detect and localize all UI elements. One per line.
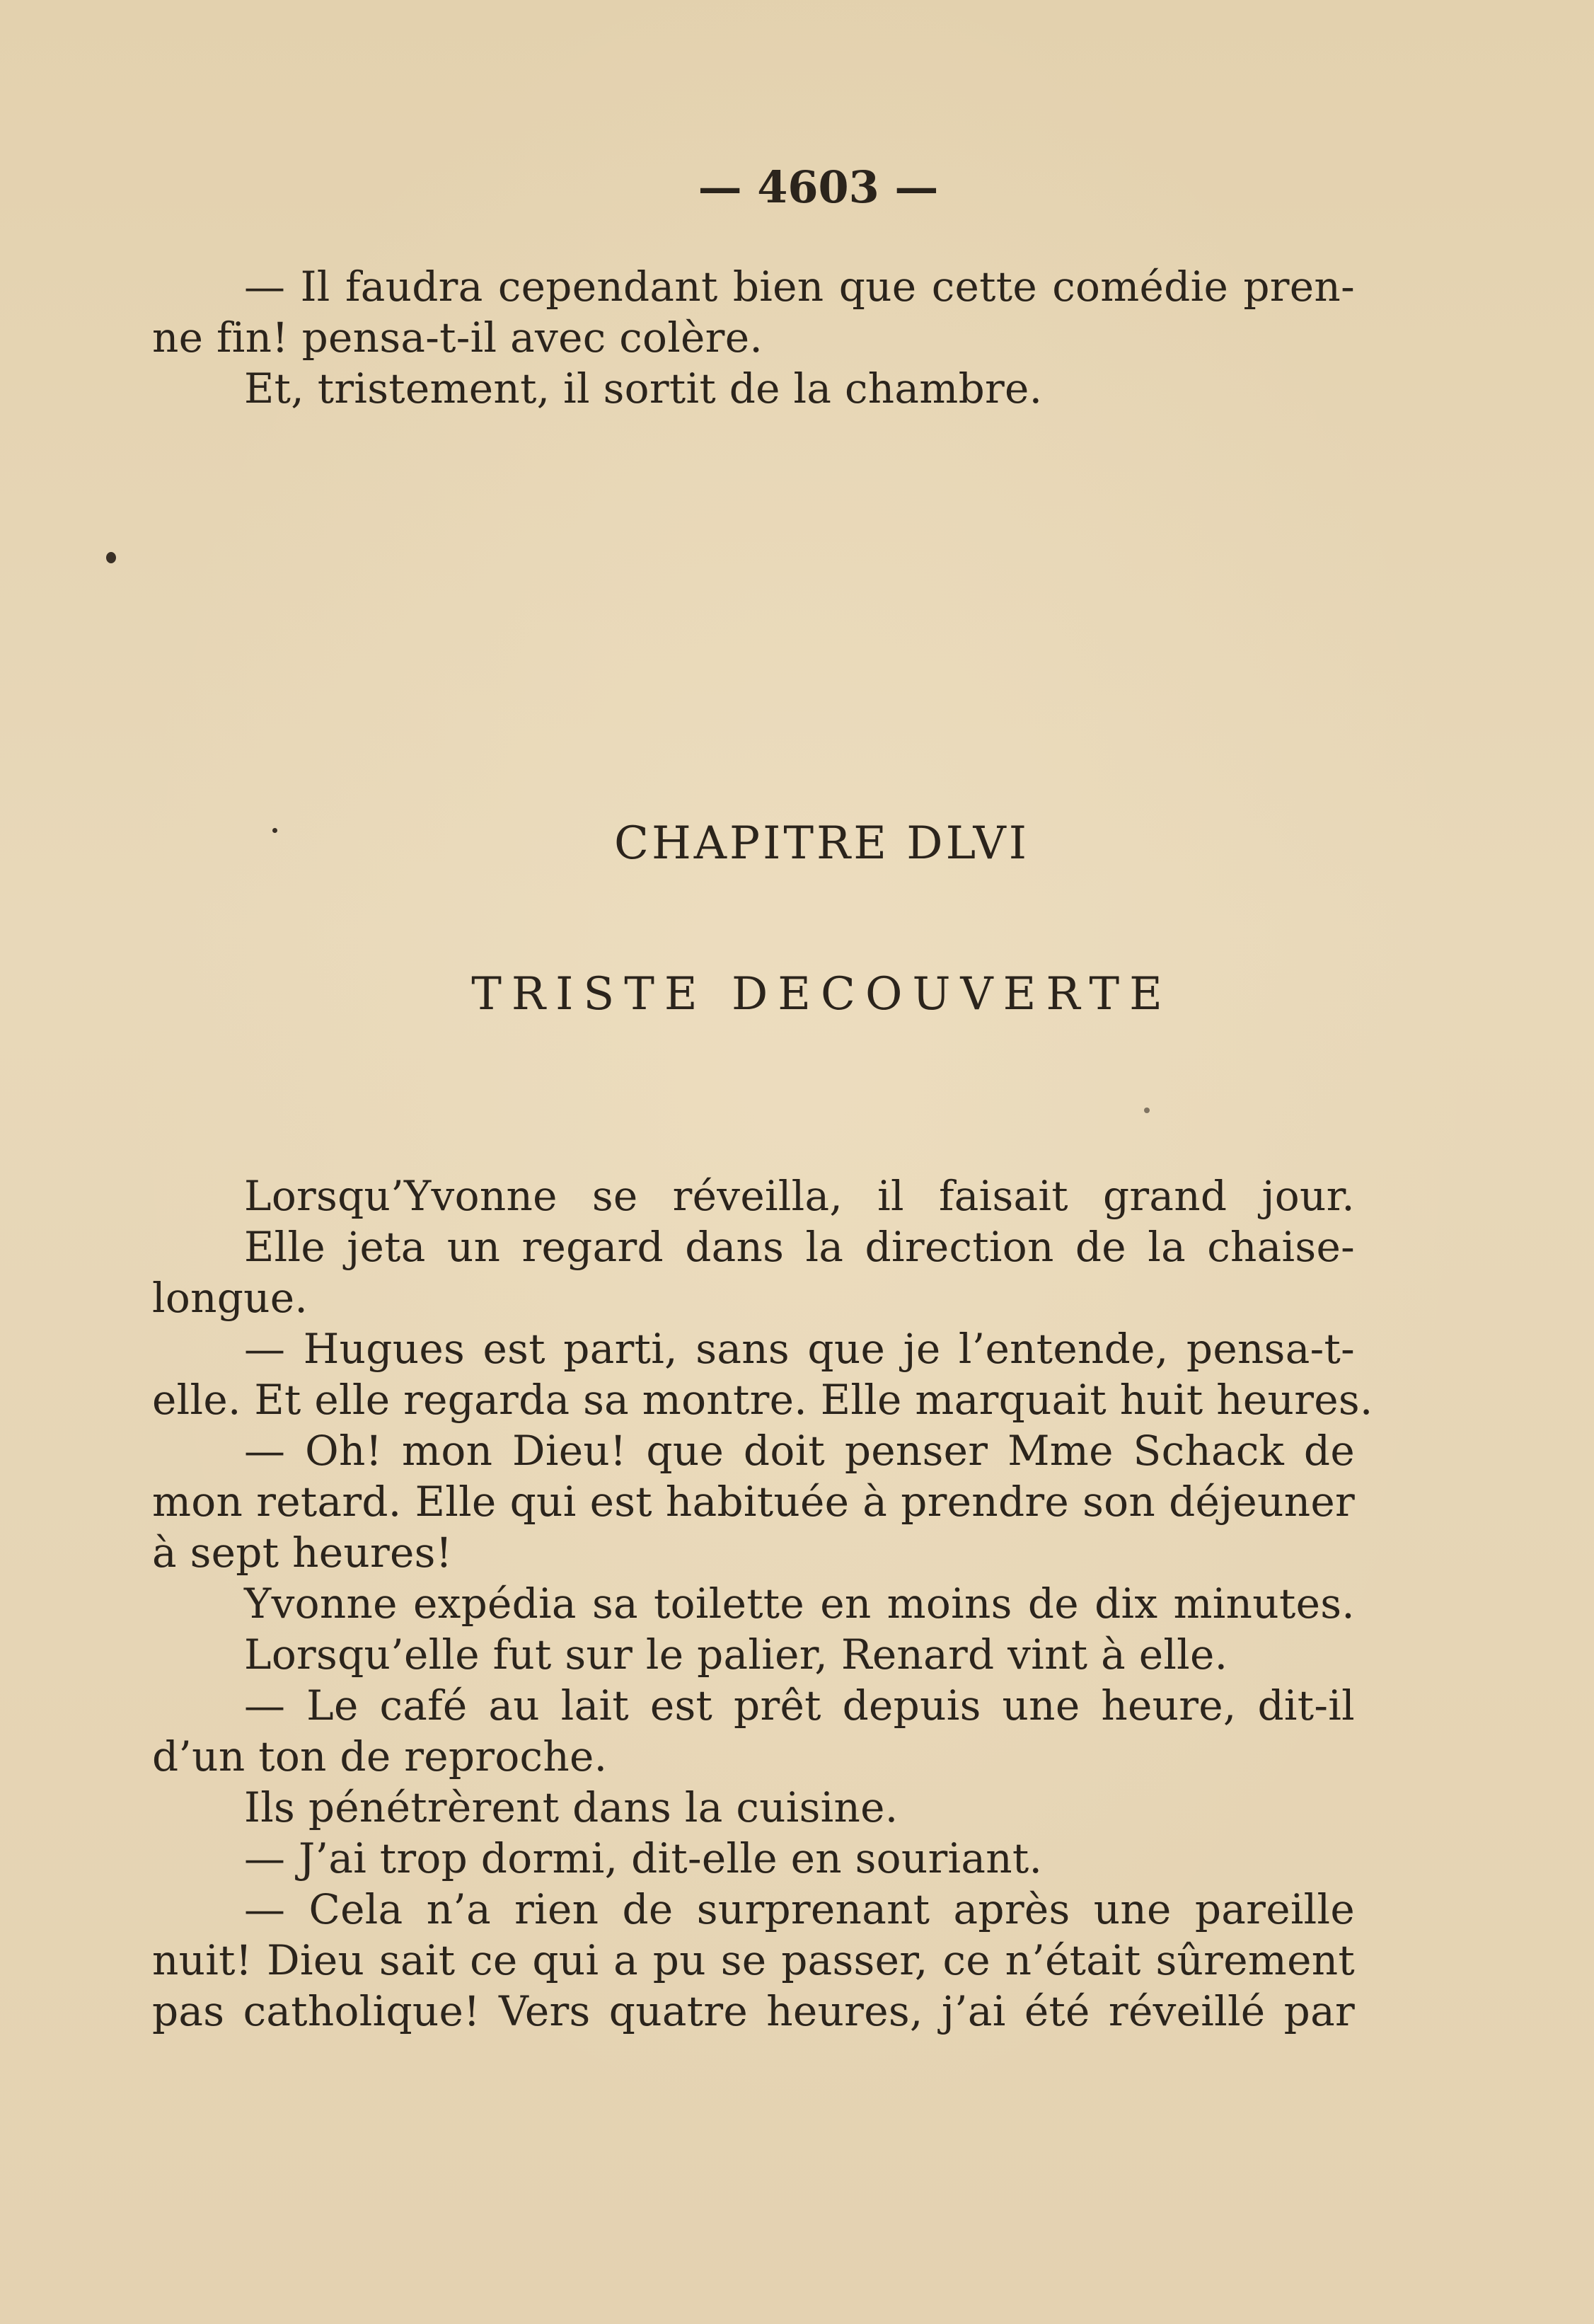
text-line: d’un ton de reproche. (152, 1732, 608, 1781)
ink-speck (106, 552, 116, 563)
text-line: elle. Et elle regarda sa montre. Elle marquait huit heures. (152, 1376, 1373, 1424)
text-line: pas catholique! Vers quatre heures, j’ai été réveillé par (152, 1987, 1355, 2035)
text-line: — Cela n’a rien de surprenant après une pareille (244, 1885, 1355, 1933)
text-line: Elle jeta un regard dans la direction de la chaise- (244, 1223, 1355, 1271)
text-line: longue. (152, 1274, 308, 1322)
text-line: — Il faudra cependant bien que cette comédie pren- (244, 263, 1355, 311)
text-line: à sept heures! (152, 1529, 453, 1577)
text-line: Lorsqu’elle fut sur le palier, Renard vint à elle. (244, 1630, 1228, 1679)
text-line: — Hugues est parti, sans que je l’entende, pensa-t- (244, 1325, 1355, 1373)
text-line: — J’ai trop dormi, dit-elle en souriant. (244, 1834, 1043, 1882)
page-number: — 4603 — (698, 161, 939, 213)
ink-speck (272, 828, 277, 833)
text-line: Yvonne expédia sa toilette en moins de dix minutes. (244, 1580, 1355, 1628)
text-line: Ils pénétrèrent dans la cuisine. (244, 1783, 899, 1831)
text-line: Et, tristement, il sortit de la chambre. (244, 364, 1043, 413)
text-line: Lorsqu’Yvonne se réveilla, il faisait grand jour. (244, 1172, 1355, 1220)
text-line: nuit! Dieu sait ce qui a pu se passer, ce n’était sûrement (152, 1936, 1355, 1984)
text-line: mon retard. Elle qui est habituée à prendre son déjeuner (152, 1478, 1355, 1526)
text-line: — Oh! mon Dieu! que doit penser Mme Schack de (244, 1427, 1355, 1475)
text-line: — Le café au lait est prêt depuis une heure, dit-il (244, 1681, 1355, 1730)
text-line: ne fin! pensa-t-il avec colère. (152, 313, 763, 362)
chapter-subtitle: TRISTE DECOUVERTE (471, 968, 1172, 1020)
ink-speck (1144, 1108, 1150, 1113)
chapter-title: CHAPITRE DLVI (614, 817, 1029, 870)
